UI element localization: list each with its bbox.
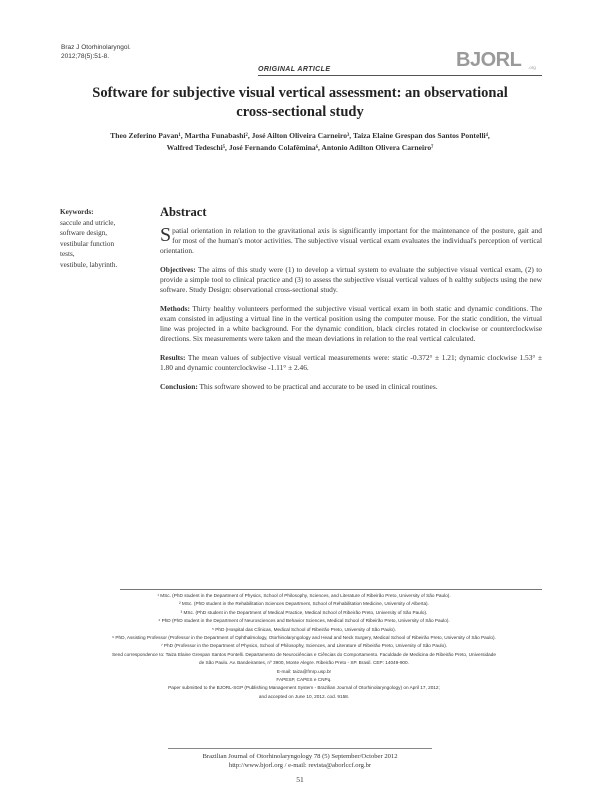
- title-line: Software for subjective visual vertical assessment: an observational: [92, 85, 508, 101]
- keyword-item: vestibular function: [60, 239, 115, 248]
- footnote: ⁷ PhD (Professor in the Department of Physics, School of Philosophy, Sciences, and Literature of Ribeirão Preto, University of São Paulo).: [160, 643, 448, 649]
- page-number: 51: [296, 775, 304, 785]
- methods-text: Thirty healthy volunteers performed the subjective visual vertical exam in both static and dynamic conditions. The exam consisted in adjusting a virtual line in the vertical position using the computer mouse. For the static condition, the virtual line was projected in a white background. For the dynamic condition, black circles rotated in clockwise or counterclockwise directions. Six measurements were taken and the mean deviations in relation to the real vertical calculated.: [160, 304, 542, 343]
- abstract-conclusion: [160, 382, 542, 392]
- conclusion-label: Conclusion:: [160, 382, 198, 391]
- methods-label: Methods:: [160, 304, 190, 313]
- abstract-results: [160, 353, 542, 373]
- citation-line: Braz J Otorhinolaryngol.: [61, 44, 131, 51]
- correspondence: de São Paulo. Av. Bandeirantes, nº 3900, Monte Alegre. Ribeirão Preto - SP. Brasil. CEP: 14049-900.: [199, 660, 409, 666]
- keyword-item: vestibule, labyrinth.: [60, 260, 118, 269]
- title-line: cross-sectional study: [236, 104, 364, 120]
- authors-line: Walfred Tedeschi⁵, José Fernando Colafêmina⁶, Antonio Adilton Olivera Carneiro⁷: [166, 143, 434, 152]
- footnote: ⁵ PhD (Hospital das Clínicas, Medical School of Ribeirão Preto, University of São Paulo).: [211, 626, 397, 632]
- article-title: [40, 84, 560, 122]
- correspondence-email: E-mail: taiza@fmrp.usp.br: [276, 668, 332, 674]
- footnote: ² MSc. (PhD student in the Rehabilitation Sciences Department, School of Rehabilitation Medicine, University of Alberta).: [179, 601, 429, 607]
- footnote: ³ MSc. (PhD student in the Department of Medical Practice, Medical School of Ribeirão Preto, University of São Paulo).: [180, 609, 428, 615]
- journal-logo-sub: .org: [528, 65, 536, 70]
- footnotes-rule: [120, 589, 542, 590]
- results-label: Results:: [160, 353, 186, 362]
- submission-note: Paper submitted to the BJORL-SGP (Publishing Management System - Brazilian Journal of Otorhinolaryngology) on April 17, 2012;: [168, 685, 440, 691]
- citation: [61, 43, 131, 61]
- abstract-intro: [160, 226, 542, 256]
- keyword-item: saccule and utricle,: [60, 218, 116, 227]
- keywords: [60, 207, 152, 270]
- citation-line: 2012;78(5):51-8.: [61, 53, 110, 60]
- footer-rule: [168, 748, 432, 749]
- objectives-label: Objectives:: [160, 265, 196, 274]
- abstract-objectives: [160, 265, 542, 295]
- keywords-title: Keywords:: [60, 208, 94, 216]
- drop-cap: S: [160, 224, 172, 246]
- abstract-heading: Abstract: [160, 205, 207, 219]
- abstract-methods: [160, 304, 542, 344]
- conclusion-text: This software showed to be practical and accurate to be used in clinical routines.: [197, 382, 438, 391]
- results-text: The mean values of subjective visual vertical measurements were: static -0.372° ± 1.21; dynamic clockwise 1.53° ± 1.80 and dynamic counterclockwise -1.11° ± 2.46.: [160, 353, 542, 372]
- footnote: ⁶ PhD, Assisting Professor (Professor in the Department of Ophthalmology, Otorhinolaryngology and Head and Neck Surgery, Medical School of Ribeirão Preto, University of São Paulo).: [112, 635, 496, 641]
- keyword-item: tests,: [60, 250, 75, 258]
- funding: FAPESP, CAPES e CNPq.: [276, 677, 332, 683]
- footer-journal-line: Brazilian Journal of Otorhinolaryngology 78 (5) September/October 2012: [202, 753, 398, 760]
- correspondence: Send correspondence to: Taiza Elaine Grespan Santos Pontelli. Departamento de Neurociências e Ciências do Comportamento. Faculdade de Medicina de Ribeirão Preto, Universidade: [112, 651, 496, 657]
- section-label: ORIGINAL ARTICLE: [258, 66, 331, 73]
- footer-web-line: http://www.bjorl.org / e-mail: revista@aborlccf.org.br: [228, 762, 372, 770]
- objectives-text: The aims of this study were (1) to develop a virtual system to evaluate the subjective visual vertical exam, (2) to provide a simple tool to clinical practice and (3) to assess the subjective visual vertical values of h ealthy subjects using the new software. Study Design: observational cross-sectional study.: [160, 265, 542, 294]
- intro-text: patial orientation in relation to the gravitational axis is significantly important for the maintenance of the posture, gait and for most of the human's motor activities. The subjective visual vertical exam evaluates the individual's perception of vertical orientation.: [160, 226, 542, 255]
- footnote: ¹ MSc. (PhD student in the Department of Physics, School of Philosophy, Sciences, and Literature of Ribeirão Preto, University of São Paulo).: [157, 593, 451, 598]
- footnotes: [58, 592, 550, 701]
- keyword-item: software design,: [60, 229, 108, 237]
- submission-note: and accepted on June 10, 2012. cod. 9158.: [258, 693, 350, 699]
- abstract-body: [160, 226, 542, 401]
- page-footer: [160, 752, 440, 785]
- author-list: [48, 130, 552, 154]
- authors-line: Theo Zeferino Pavan¹, Martha Funabashi², José Ailton Oliveira Carneiro³, Taiza Elaine Grespan dos Santos Pontelli⁴,: [110, 131, 490, 140]
- journal-logo: BJORL: [456, 49, 522, 71]
- footnote: ⁴ PhD (PhD student in the Department of Neurosciences and Behavior Sciences, Medical School of Ribeirão Preto, University of São Paulo).: [158, 618, 450, 624]
- header-rule: [258, 75, 542, 76]
